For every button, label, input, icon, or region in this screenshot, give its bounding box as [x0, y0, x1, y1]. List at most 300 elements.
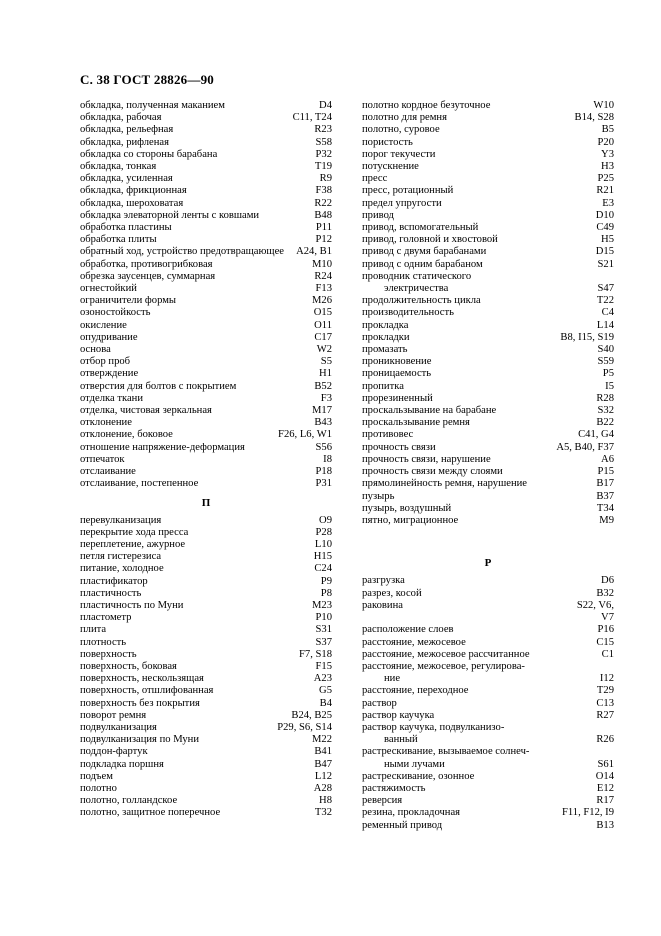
- index-term: отклонение: [80, 417, 132, 429]
- index-code: P32: [315, 148, 332, 160]
- index-code: P11: [315, 222, 332, 234]
- index-code: P29, S6, S14: [277, 721, 332, 733]
- index-entry: [362, 149, 614, 161]
- index-code: W2: [316, 344, 332, 356]
- index-term: подвулканизация: [80, 721, 157, 733]
- index-entry: [362, 503, 614, 515]
- index-entry: [362, 685, 614, 697]
- index-term: прочность связи, нарушение: [362, 453, 491, 465]
- index-term: прорезиненный: [362, 392, 433, 404]
- index-code: H5: [601, 234, 614, 246]
- index-code: S5: [320, 356, 332, 368]
- index-term: расстояние, межосевое: [362, 636, 466, 648]
- index-term: расстояние, переходное: [362, 685, 469, 697]
- index-term: полотно, защитное поперечное: [80, 807, 221, 819]
- index-code: C13: [596, 697, 614, 709]
- index-term: пузырь, воздушный: [362, 502, 452, 514]
- index-entry: [80, 588, 332, 600]
- index-term: пластичность: [80, 587, 142, 599]
- index-code: A5, B40, F37: [556, 441, 614, 453]
- index-term: пластификатор: [80, 575, 148, 587]
- index-entry: [80, 734, 332, 746]
- index-code: Y3: [601, 148, 614, 160]
- index-entry: [80, 795, 332, 807]
- index-entry: [362, 722, 614, 734]
- index-code: B43: [314, 417, 332, 429]
- index-code: B47: [314, 758, 332, 770]
- index-code: F13: [315, 283, 332, 295]
- index-entry: [362, 588, 614, 600]
- index-term: плита: [80, 624, 107, 636]
- index-entry: [362, 100, 614, 112]
- index-term: прокладка: [362, 319, 409, 331]
- index-term: пористость: [362, 136, 413, 148]
- index-term: раствор: [362, 697, 397, 709]
- index-code: T22: [596, 295, 614, 307]
- index-code: O15: [313, 307, 332, 319]
- index-entry: [362, 393, 614, 405]
- index-code: B13: [596, 819, 614, 831]
- index-term: полотно, суровое: [362, 124, 440, 136]
- index-code: S58: [315, 136, 332, 148]
- index-term: предел упругости: [362, 197, 442, 209]
- index-term: прочность связи между слоями: [362, 466, 503, 478]
- index-code: R17: [596, 795, 614, 807]
- index-entry: [80, 210, 332, 222]
- index-code: I8: [323, 453, 332, 465]
- index-code: C49: [596, 222, 614, 234]
- index-term: отпечаток: [80, 453, 125, 465]
- index-code: P28: [315, 526, 332, 538]
- index-term: поверхность, нескользящая: [80, 673, 204, 685]
- index-code: R26: [596, 734, 614, 746]
- index-term: обработка пластины: [80, 222, 172, 234]
- index-term: обрезка заусенцев, суммарная: [80, 270, 216, 282]
- section-letter: П: [201, 496, 211, 509]
- index-code: B32: [596, 587, 614, 599]
- index-code: B17: [596, 478, 614, 490]
- index-code: E12: [596, 782, 614, 794]
- index-code: H15: [313, 551, 332, 563]
- index-term: растрескивание, озонное: [362, 770, 475, 782]
- index-entry: [80, 173, 332, 185]
- index-entry: [362, 466, 614, 478]
- index-term: полотно: [80, 782, 117, 794]
- index-term: ременный привод: [362, 819, 443, 831]
- index-entry: [362, 820, 614, 832]
- index-term: отделка ткани: [80, 392, 144, 404]
- index-code: F11, F12, I9: [562, 807, 614, 819]
- index-term: поворот ремня: [80, 709, 147, 721]
- index-code: B24, B25: [291, 709, 332, 721]
- index-entry: [80, 368, 332, 380]
- index-term: обратный ход, устройство предотвращающее: [80, 246, 284, 258]
- index-term: обкладка, рифленая: [80, 136, 169, 148]
- index-code: H8: [319, 795, 332, 807]
- index-term: раствор каучука, подвулканизо-: [362, 721, 505, 733]
- index-code: C15: [596, 636, 614, 648]
- index-term: отслаивание: [80, 466, 136, 478]
- index-entry: [362, 185, 614, 197]
- index-term: поверхность без покрытия: [80, 697, 200, 709]
- index-code: M26: [311, 295, 332, 307]
- index-code: R21: [596, 185, 614, 197]
- index-entry: [80, 405, 332, 417]
- index-term: полотно кордное безуточное: [362, 100, 491, 111]
- index-entry: [80, 649, 332, 661]
- index-code: C1: [601, 648, 614, 660]
- index-term: проницаемость: [362, 368, 432, 380]
- index-code: B37: [596, 490, 614, 502]
- index-entry: [80, 685, 332, 697]
- index-entry: [362, 307, 614, 319]
- index-entry: [80, 222, 332, 234]
- index-entry: [80, 320, 332, 332]
- index-entry: [80, 576, 332, 588]
- index-term: реверсия: [362, 795, 403, 807]
- index-code: W10: [593, 100, 614, 111]
- index-code: S56: [315, 441, 332, 453]
- index-code: P18: [315, 466, 332, 478]
- index-entry: [362, 368, 614, 380]
- index-term: расположение слоев: [362, 624, 454, 636]
- index-entry: [80, 234, 332, 246]
- index-entry: [362, 295, 614, 307]
- index-code: B5: [601, 124, 614, 136]
- index-term: полотно для ремня: [362, 112, 447, 124]
- index-entry: [80, 454, 332, 466]
- index-term: пластометр: [80, 612, 132, 624]
- index-entry: [80, 344, 332, 356]
- index-entry: [80, 637, 332, 649]
- index-term: резина, прокладочная: [362, 807, 461, 819]
- index-code: M23: [311, 599, 332, 611]
- index-code: D4: [319, 100, 332, 111]
- index-code: A23: [313, 673, 332, 685]
- index-code: P20: [597, 136, 614, 148]
- index-code: S61: [597, 758, 614, 770]
- index-entry: [80, 478, 332, 490]
- index-code: T34: [596, 502, 614, 514]
- index-term: противовес: [362, 429, 414, 441]
- index-entry: [362, 332, 614, 344]
- index-code: M10: [311, 258, 332, 270]
- index-code: D10: [595, 209, 614, 221]
- index-code: T29: [596, 685, 614, 697]
- index-code: O11: [314, 319, 332, 331]
- index-entry: [362, 356, 614, 368]
- index-term: огнестойкий: [80, 283, 137, 295]
- index-term: потускнение: [362, 161, 419, 173]
- index-term: пропитка: [362, 380, 404, 392]
- index-term: ванный: [384, 734, 418, 746]
- index-code: M22: [311, 734, 332, 746]
- index-code: L12: [314, 770, 332, 782]
- index-entry: [80, 563, 332, 575]
- index-term: обкладка, тонкая: [80, 161, 157, 173]
- index-entry: [80, 746, 332, 758]
- index-entry: [362, 746, 614, 758]
- index-code: P12: [315, 234, 332, 246]
- index-term: привод: [362, 209, 394, 221]
- index-code: E3: [602, 197, 614, 209]
- index-term: расстояние, межосевое рассчитанное: [362, 648, 530, 660]
- index-entry: [80, 673, 332, 685]
- index-entry: [362, 649, 614, 661]
- index-code: I5: [605, 380, 614, 392]
- index-code: T32: [314, 807, 332, 819]
- index-term: поддон-фартук: [80, 746, 148, 758]
- index-term: отклонение, боковое: [80, 429, 173, 441]
- index-entry: [362, 173, 614, 185]
- index-term: обкладка, фрикционная: [80, 185, 187, 197]
- index-term: пресс, ротационный: [362, 185, 454, 197]
- index-term: отношение напряжение-деформация: [80, 441, 245, 453]
- index-entry: [362, 222, 614, 234]
- index-code: S32: [597, 405, 614, 417]
- spacer: [362, 539, 614, 551]
- index-entry: [80, 417, 332, 429]
- index-entry: [362, 320, 614, 332]
- index-term: проникновение: [362, 356, 432, 368]
- index-term: обкладка элеваторной ленты с ковшами: [80, 209, 260, 221]
- index-entry: [362, 807, 614, 819]
- index-code: L14: [596, 319, 614, 331]
- index-term: питание, холодное: [80, 563, 164, 575]
- index-code: T19: [314, 161, 332, 173]
- index-entry: [80, 283, 332, 295]
- index-term: обкладка, полученная маканием: [80, 100, 225, 111]
- index-term: отверждение: [80, 368, 139, 380]
- index-entry: [362, 271, 614, 283]
- index-entry: [362, 161, 614, 173]
- index-entry: [80, 246, 332, 258]
- index-code: R23: [314, 124, 332, 136]
- index-code: P16: [597, 624, 614, 636]
- index-entry: [80, 783, 332, 795]
- index-entry: [80, 393, 332, 405]
- page-header: С. 38 ГОСТ 28826—90: [80, 72, 214, 87]
- index-code: S21: [597, 258, 614, 270]
- index-code: H1: [319, 368, 332, 380]
- index-entry: [362, 454, 614, 466]
- index-term: пузырь: [362, 490, 395, 502]
- index-term: пластичность по Муни: [80, 599, 184, 611]
- index-entry: [362, 515, 614, 527]
- index-term: окисление: [80, 319, 127, 331]
- index-term: ными лучами: [384, 758, 445, 770]
- index-term: привод с одним барабаном: [362, 258, 483, 270]
- index-term: перевулканизация: [80, 514, 162, 526]
- index-entry: [80, 307, 332, 319]
- index-entry: [80, 539, 332, 551]
- index-entry: [362, 575, 614, 587]
- index-term: плотность: [80, 636, 127, 648]
- index-term: перекрытие хода пресса: [80, 526, 189, 538]
- index-entry: [80, 332, 332, 344]
- index-entry: [80, 759, 332, 771]
- index-entry: [80, 722, 332, 734]
- index-code: S59: [597, 356, 614, 368]
- index-code: P9: [320, 575, 332, 587]
- index-entry: [80, 600, 332, 612]
- index-term: проводник статического: [362, 270, 472, 282]
- index-term: обкладка со стороны барабана: [80, 148, 218, 160]
- index-term: производительность: [362, 307, 454, 319]
- index-code: P15: [597, 466, 614, 478]
- index-term: растрескивание, вызываемое солнеч-: [362, 746, 530, 758]
- index-code: H3: [601, 161, 614, 173]
- index-entry: [362, 795, 614, 807]
- index-entry: [362, 442, 614, 454]
- index-entry: [362, 234, 614, 246]
- index-entry: [80, 198, 332, 210]
- index-term: петля гистерезиса: [80, 551, 162, 563]
- index-code: B52: [314, 380, 332, 392]
- index-entry: [362, 478, 614, 490]
- index-term: разгрузка: [362, 575, 405, 587]
- index-entry: [362, 112, 614, 124]
- index-column-left: [80, 100, 332, 820]
- index-term: отслаивание, постепенное: [80, 478, 199, 490]
- index-code: S22, V6, V7: [576, 599, 614, 624]
- index-code: B22: [596, 417, 614, 429]
- index-entry: [80, 112, 332, 124]
- index-entry: [80, 442, 332, 454]
- index-term: поверхность, отшлифованная: [80, 685, 214, 697]
- index-entry: [362, 759, 614, 771]
- index-entry: [362, 624, 614, 636]
- index-code: R27: [596, 709, 614, 721]
- index-term: расстояние, межосевое, регулирова-: [362, 660, 525, 672]
- index-entry: [362, 283, 614, 295]
- index-term: привод, вспомогательный: [362, 222, 479, 234]
- index-entry: [80, 356, 332, 368]
- index-term: обкладка, рельефная: [80, 124, 174, 136]
- index-code: O9: [319, 514, 332, 526]
- index-entry: [80, 137, 332, 149]
- index-term: обработка плиты: [80, 234, 157, 246]
- index-code: G5: [319, 685, 332, 697]
- index-entry: [362, 771, 614, 783]
- index-column-right: [362, 100, 614, 832]
- index-code: R22: [314, 197, 332, 209]
- index-entry: [80, 124, 332, 136]
- index-entry: [80, 807, 332, 819]
- index-entry: [80, 551, 332, 563]
- index-entry: [80, 161, 332, 173]
- index-code: F7, S18: [299, 648, 332, 660]
- index-term: отбор проб: [80, 356, 131, 368]
- index-term: подъем: [80, 770, 113, 782]
- index-entry: [362, 381, 614, 393]
- index-entry: [362, 734, 614, 746]
- index-code: A6: [601, 453, 614, 465]
- index-term: проскальзывание ремня: [362, 417, 470, 429]
- index-code: R24: [314, 270, 332, 282]
- index-entry: [80, 259, 332, 271]
- spacer: [362, 527, 614, 539]
- index-term: прокладки: [362, 331, 410, 343]
- index-term: подвулканизация по Муни: [80, 734, 199, 746]
- index-term: раствор каучука: [362, 709, 435, 721]
- index-entry: [80, 515, 332, 527]
- index-entry: [80, 149, 332, 161]
- index-term: растяжимость: [362, 782, 426, 794]
- index-entry: [362, 137, 614, 149]
- index-code: B4: [319, 697, 332, 709]
- index-term: обкладка, рабочая: [80, 112, 162, 124]
- index-entry: [362, 698, 614, 710]
- index-entry: [362, 661, 614, 673]
- index-term: обработка, противогрибковая: [80, 258, 213, 270]
- index-code: A24, B1: [296, 246, 332, 258]
- index-entry: [362, 405, 614, 417]
- index-code: P8: [320, 587, 332, 599]
- index-code: F15: [315, 660, 332, 672]
- index-entry: [80, 295, 332, 307]
- index-code: M9: [599, 514, 614, 526]
- index-code: D15: [595, 246, 614, 258]
- index-term: электричества: [384, 283, 449, 295]
- index-code: B48: [314, 209, 332, 221]
- index-code: P25: [597, 173, 614, 185]
- index-code: R9: [319, 173, 332, 185]
- index-term: разрез, косой: [362, 587, 422, 599]
- section-letter: Р: [484, 557, 492, 570]
- index-term: переплетение, ажурное: [80, 538, 186, 550]
- index-term: поверхность: [80, 648, 137, 660]
- index-code: P31: [315, 478, 332, 490]
- index-code: C4: [601, 307, 614, 319]
- index-term: порог текучести: [362, 148, 436, 160]
- index-code: B41: [314, 746, 332, 758]
- index-entry: [80, 661, 332, 673]
- index-entry: [362, 429, 614, 441]
- index-code: S40: [597, 344, 614, 356]
- index-entry: [362, 673, 614, 685]
- index-term: продолжительность цикла: [362, 295, 481, 307]
- index-entry: [80, 271, 332, 283]
- index-entry: [362, 210, 614, 222]
- index-term: подкладка поршня: [80, 758, 164, 770]
- index-code: I12: [599, 673, 614, 685]
- index-entry: [80, 100, 332, 112]
- index-code: O14: [595, 770, 614, 782]
- index-entry: [80, 381, 332, 393]
- index-term: озоностойкость: [80, 307, 151, 319]
- index-term: проскальзывание на барабане: [362, 405, 497, 417]
- index-entry: [80, 612, 332, 624]
- index-code: C41, G4: [578, 429, 614, 441]
- index-code: S37: [315, 636, 332, 648]
- index-code: P10: [315, 612, 332, 624]
- index-term: промазать: [362, 344, 408, 356]
- index-code: B8, I15, S19: [560, 331, 614, 343]
- index-entry: [362, 417, 614, 429]
- index-term: привод с двумя барабанами: [362, 246, 487, 258]
- index-code: S47: [597, 283, 614, 295]
- index-code: A28: [313, 782, 332, 794]
- index-code: L10: [314, 538, 332, 550]
- index-entry: [80, 429, 332, 441]
- index-code: C17: [314, 331, 332, 343]
- index-term: прочность связи: [362, 441, 436, 453]
- index-code: S31: [315, 624, 332, 636]
- index-entry: [80, 698, 332, 710]
- index-code: R28: [596, 392, 614, 404]
- index-term: поверхность, боковая: [80, 660, 177, 672]
